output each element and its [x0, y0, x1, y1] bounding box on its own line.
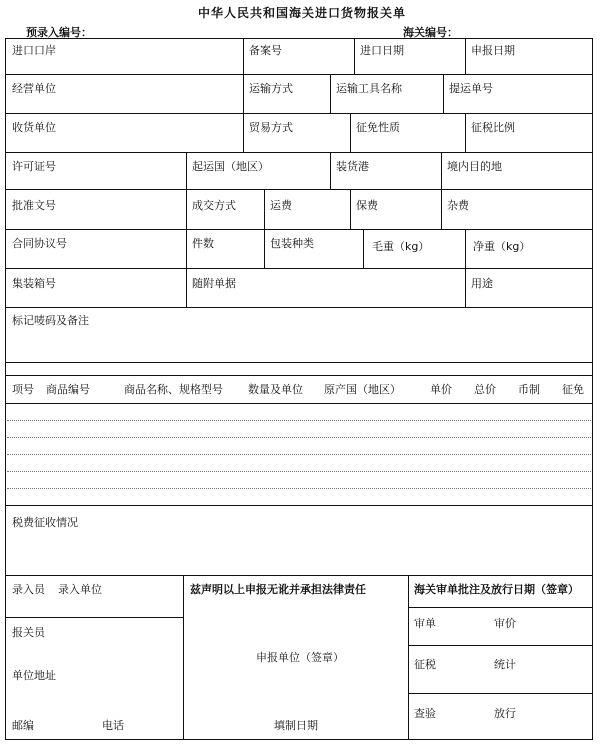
exemption-nature-label: 征免性质 [356, 121, 400, 134]
goods-col-unit-price: 单价 [430, 383, 452, 396]
review-label: 审单 [414, 617, 436, 630]
freight-label: 运费 [270, 199, 292, 212]
license-number-label: 许可证号 [12, 160, 56, 173]
net-weight-label: 净重（kg） [473, 240, 531, 253]
fill-date-label: 填制日期 [274, 719, 318, 732]
postcode-label: 邮编 [12, 719, 34, 732]
customs-approval-label: 海关审单批注及放行日期（签章） [414, 583, 579, 596]
entry-unit-label: 录入单位 [58, 583, 102, 596]
domestic-destination-label: 境内目的地 [447, 160, 502, 173]
levy-label: 征税 [414, 658, 436, 671]
contract-number-label: 合同协议号 [12, 237, 67, 250]
loading-port-label: 装货港 [336, 160, 369, 173]
pre-entry-number-label: 预录入编号： [26, 26, 92, 39]
attached-documents-label: 随附单据 [192, 277, 236, 290]
goods-col-item-no: 项号 [12, 383, 34, 396]
record-number-label: 备案号 [249, 44, 282, 57]
trade-mode-label: 贸易方式 [249, 121, 293, 134]
goods-col-exemption: 征免 [562, 383, 584, 396]
bill-of-lading-label: 提运单号 [449, 82, 493, 95]
insurance-label: 保费 [356, 199, 378, 212]
package-type-label: 包装种类 [270, 237, 314, 250]
entry-clerk-label: 录入员 [12, 583, 45, 596]
inspection-label: 查验 [414, 707, 436, 720]
form-title: 中华人民共和国海关进口货物报关单 [197, 6, 406, 20]
transaction-mode-label: 成交方式 [192, 199, 236, 212]
goods-col-total-price: 总价 [474, 383, 496, 396]
origin-country-label: 起运国（地区） [192, 160, 269, 173]
marks-remarks-label: 标记唛码及备注 [12, 314, 89, 327]
transport-mode-label: 运输方式 [249, 82, 293, 95]
valuation-label: 审价 [494, 617, 516, 630]
declaration-date-label: 申报日期 [471, 44, 515, 57]
usage-label: 用途 [471, 277, 493, 290]
goods-col-currency: 币制 [518, 383, 540, 396]
unit-address-label: 单位地址 [12, 669, 56, 682]
tax-ratio-label: 征税比例 [471, 121, 515, 134]
import-date-label: 进口日期 [360, 44, 404, 57]
goods-col-name-spec: 商品名称、规格型号 [124, 383, 223, 396]
container-number-label: 集装箱号 [12, 277, 56, 290]
operating-unit-label: 经营单位 [12, 82, 56, 95]
goods-col-origin-country: 原产国（地区） [324, 383, 401, 396]
consignee-unit-label: 收货单位 [12, 121, 56, 134]
statistics-label: 统计 [494, 658, 516, 671]
release-label: 放行 [494, 707, 516, 720]
phone-label: 电话 [102, 719, 124, 732]
approval-number-label: 批准文号 [12, 199, 56, 212]
transport-vehicle-label: 运输工具名称 [336, 82, 402, 95]
package-count-label: 件数 [192, 237, 214, 250]
declarant-label: 报关员 [12, 626, 45, 639]
customs-number-label: 海关编号： [403, 26, 458, 39]
goods-col-quantity-unit: 数量及单位 [248, 383, 303, 396]
import-port-label: 进口口岸 [12, 44, 56, 57]
declaration-statement: 兹声明以上申报无讹并承担法律责任 [190, 583, 366, 596]
goods-col-commodity-code: 商品编号 [46, 383, 90, 396]
misc-charges-label: 杂费 [447, 199, 469, 212]
tax-collection-label: 税费征收情况 [12, 516, 78, 529]
gross-weight-label: 毛重（kg） [372, 240, 430, 253]
declaring-unit-seal-label: 申报单位（签章） [256, 651, 344, 664]
